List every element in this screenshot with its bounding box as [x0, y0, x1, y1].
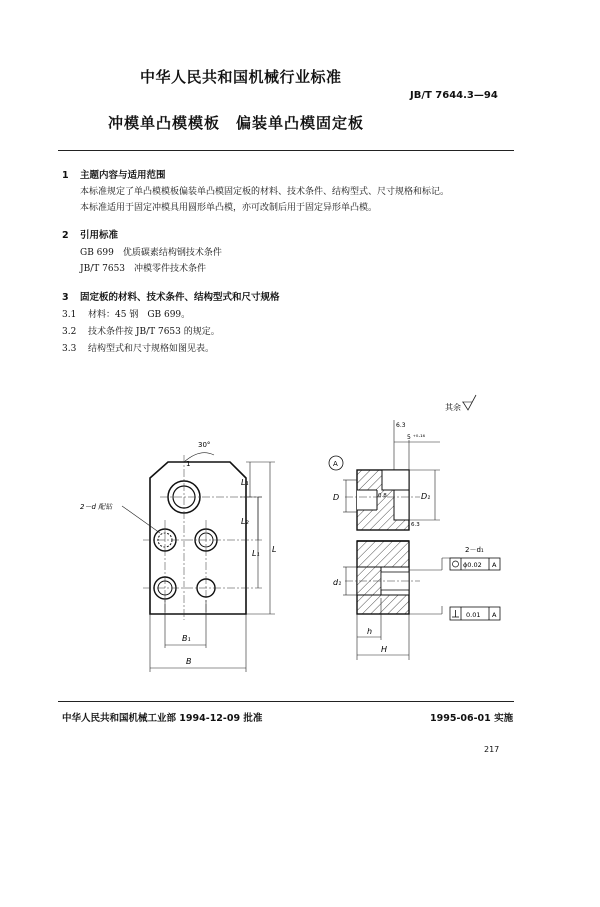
clause-3-2: [62, 326, 220, 339]
section-3-heading: [62, 289, 280, 303]
clause-text: 技术条件按 JB/T 7653 的规定。: [88, 327, 220, 337]
rest-roughness-label: 其余: [445, 403, 461, 412]
perpendicularity-datum: A: [492, 611, 497, 619]
front-view: [80, 441, 276, 672]
dim-B: B: [186, 657, 192, 666]
section-1-para-1: 本标准规定了单凸模模板偏装单凸模固定板的材料、技术条件、结构型式、尺寸规格和标记。: [80, 187, 450, 197]
holes-callout: 2－d₁: [465, 546, 484, 554]
roughness-value-top: 6.3: [396, 422, 406, 429]
page-number: 217: [484, 745, 500, 754]
section-1-heading: [62, 167, 166, 181]
document-title: 冲模单凸模模板 偏装单凸模固定板: [108, 114, 365, 132]
datum-label: A: [333, 460, 338, 468]
position-tolerance-frame: [450, 558, 500, 570]
position-datum: A: [492, 561, 497, 569]
dim-d1: d₁: [333, 578, 342, 587]
section-number: 3: [62, 292, 69, 303]
issuing-body-title: 中华人民共和国机械行业标准: [140, 68, 342, 86]
fit-tolerance-label: 5 ⁺⁰·¹⁶: [407, 434, 426, 441]
callout-number: 1: [186, 460, 191, 468]
roughness-symbol-icon: [462, 395, 476, 410]
technical-drawing: [0, 380, 600, 680]
dim-h: h: [367, 627, 373, 636]
clause-number: 3.1: [62, 310, 77, 320]
standard-code: JB/T 7644.3—94: [410, 90, 498, 101]
reference-2: JB/T 7653 冲模零件技术条件: [80, 264, 207, 274]
implementation-date: 1995-06-01 实施: [430, 713, 514, 724]
roughness-value-inner: 0.8: [378, 493, 387, 499]
section-2-heading: [62, 227, 118, 241]
clause-3-3: [62, 343, 214, 356]
header-rule: [58, 150, 514, 151]
roughness-value-side: 6.3: [411, 522, 420, 528]
dim-L1: L₁: [241, 478, 249, 487]
section-heading-text: 主题内容与适用范围: [80, 170, 166, 181]
dim-L1-lower: L₁: [252, 549, 260, 558]
angle-label: 30°: [198, 441, 211, 449]
footer-rule: [58, 701, 514, 702]
section-number: 1: [62, 170, 69, 181]
clause-number: 3.2: [62, 327, 77, 337]
approval-note: 中华人民共和国机械工业部 1994-12-09 批准: [62, 713, 263, 724]
section-1-para-2: 本标准适用于固定冲模具用圆形单凸模，亦可改制后用于固定异形单凸模。: [80, 203, 378, 213]
dim-H: H: [381, 645, 388, 654]
perpendicularity-frame: [450, 607, 500, 620]
position-tolerance-value: ϕ0.02: [463, 561, 482, 569]
dim-D1: D₁: [421, 492, 431, 501]
perpendicularity-value: 0.01: [466, 611, 481, 619]
section-number: 2: [62, 230, 69, 241]
clause-text: 材料：45 钢 GB 699。: [88, 310, 191, 320]
clause-text: 结构型式和尺寸规格如图见表。: [88, 344, 215, 354]
section-heading-text: 引用标准: [80, 230, 119, 241]
section-heading-text: 固定板的材料、技术条件、结构型式和尺寸规格: [80, 292, 280, 303]
dim-L2: L₂: [241, 517, 249, 526]
dim-L: L: [272, 545, 277, 554]
dim-D: D: [333, 493, 340, 502]
reference-1: GB 699 优质碳素结构钢技术条件: [80, 248, 222, 258]
clause-3-1: [62, 309, 190, 322]
clause-number: 3.3: [62, 344, 77, 354]
dim-B1: B₁: [182, 634, 191, 643]
section-view: [329, 420, 500, 660]
hole-note: 2－d 配钻: [80, 503, 113, 511]
